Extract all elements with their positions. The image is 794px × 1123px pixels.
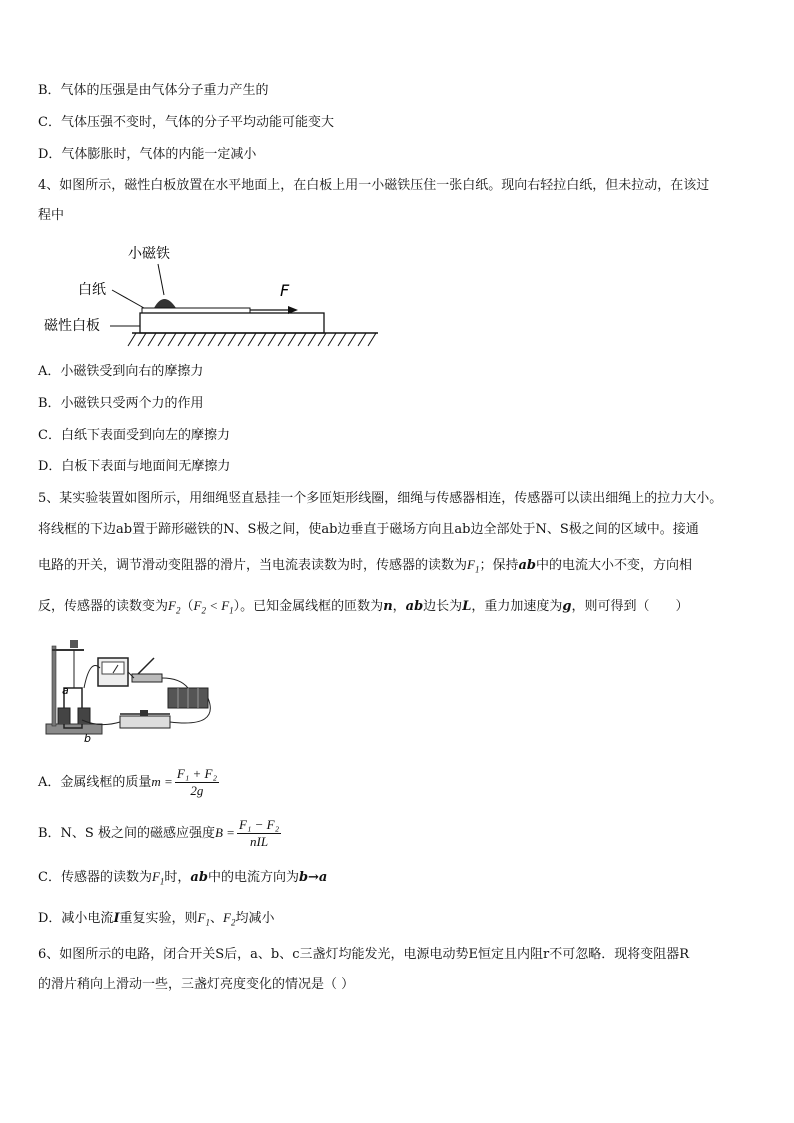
q4-option-c: C．白纸下表面受到向左的摩擦力: [38, 428, 230, 443]
q4-figure: [40, 238, 385, 356]
q3-option-d: D．气体膨胀时，气体的内能一定减小: [38, 147, 257, 162]
sensor: [70, 640, 78, 648]
q3-option-b: B．气体的压强是由气体分子重力产生的: [38, 83, 269, 98]
q4-stem-line1: 4、如图所示，磁性白板放置在水平地面上，在白板上用一小磁铁压住一张白纸。现向右轻拉白纸，但未拉动，在该过: [38, 178, 710, 193]
q5-option-c: C．传感器的读数为$F_1$时，ab中的电流方向为b→a: [38, 869, 328, 887]
q4-option-b: B．小磁铁只受两个力的作用: [38, 396, 204, 411]
q5-option-d: D．减小电流I重复实验，则$F_1$、$F_2$均减小: [38, 910, 275, 928]
rheostat: [120, 716, 170, 728]
stand-pole: [52, 646, 56, 726]
q5-label-b: b: [84, 732, 91, 745]
q5-stem-line1: 5、某实验装置如图所示，用细绳竖直悬挂一个多匝矩形线圈，细绳与传感器相连，传感器可以读出细绳上的拉力大小。: [38, 491, 723, 506]
q4-label-board: 磁性白板: [44, 318, 100, 334]
q6-stem-line2: 的滑片稍向上滑动一些，三盏灯亮度变化的情况是（ ）: [38, 977, 355, 992]
q4-option-a: A．小磁铁受到向右的摩擦力: [38, 364, 204, 379]
q5-stem-line2: 将线框的下边ab置于蹄形磁铁的N、S极之间，使ab边垂直于磁场方向且ab边全部处于N、S极之间的区域中。接通: [38, 522, 699, 537]
board-shape: [140, 313, 324, 333]
q5-option-b: B．N、S 极之间的磁感应强度B = $\frac{\text{F₁ − F₂}}{\text{nIL}}$: [38, 817, 280, 849]
paper-shape: [142, 308, 250, 313]
q5-option-a: A．金属线框的质量m = $\frac{\text{F₁ + F₂}}{2g}$: [38, 766, 218, 798]
q3-option-c: C．气体压强不变时，气体的分子平均动能可能变大: [38, 115, 334, 130]
q6-stem-line1: 6、如图所示的电路，闭合开关S后，a、b、c三盏灯均能发光，电源电动势E恒定且内阻r不可忽略．现将变阻器R: [38, 947, 690, 962]
q5-stem-line4: 反，传感器的读数变为$F_2(F_2 < F_1)$。已知金属线框的匝数为n，ab边长为L，重力加速度为g，则可得到（ ）: [38, 598, 689, 616]
q5-figure: [40, 628, 240, 746]
q4-label-magnet: 小磁铁: [128, 246, 170, 262]
ground-hatching: [128, 333, 376, 346]
q4-option-d: D．白板下表面与地面间无摩擦力: [38, 459, 231, 474]
q5-label-a: a: [62, 684, 69, 697]
q4-stem-line2: 程中: [38, 208, 65, 223]
q4-label-paper: 白纸: [78, 282, 106, 298]
magnet-shape: [154, 299, 176, 308]
q4-label-force: F: [280, 281, 290, 300]
switch: [132, 674, 162, 682]
q5-stem-line3: 电路的开关，调节滑动变阻器的滑片，当电流表读数为时，传感器的读数为$F_1$；保持ab中的电流大小不变，方向相: [38, 557, 693, 575]
